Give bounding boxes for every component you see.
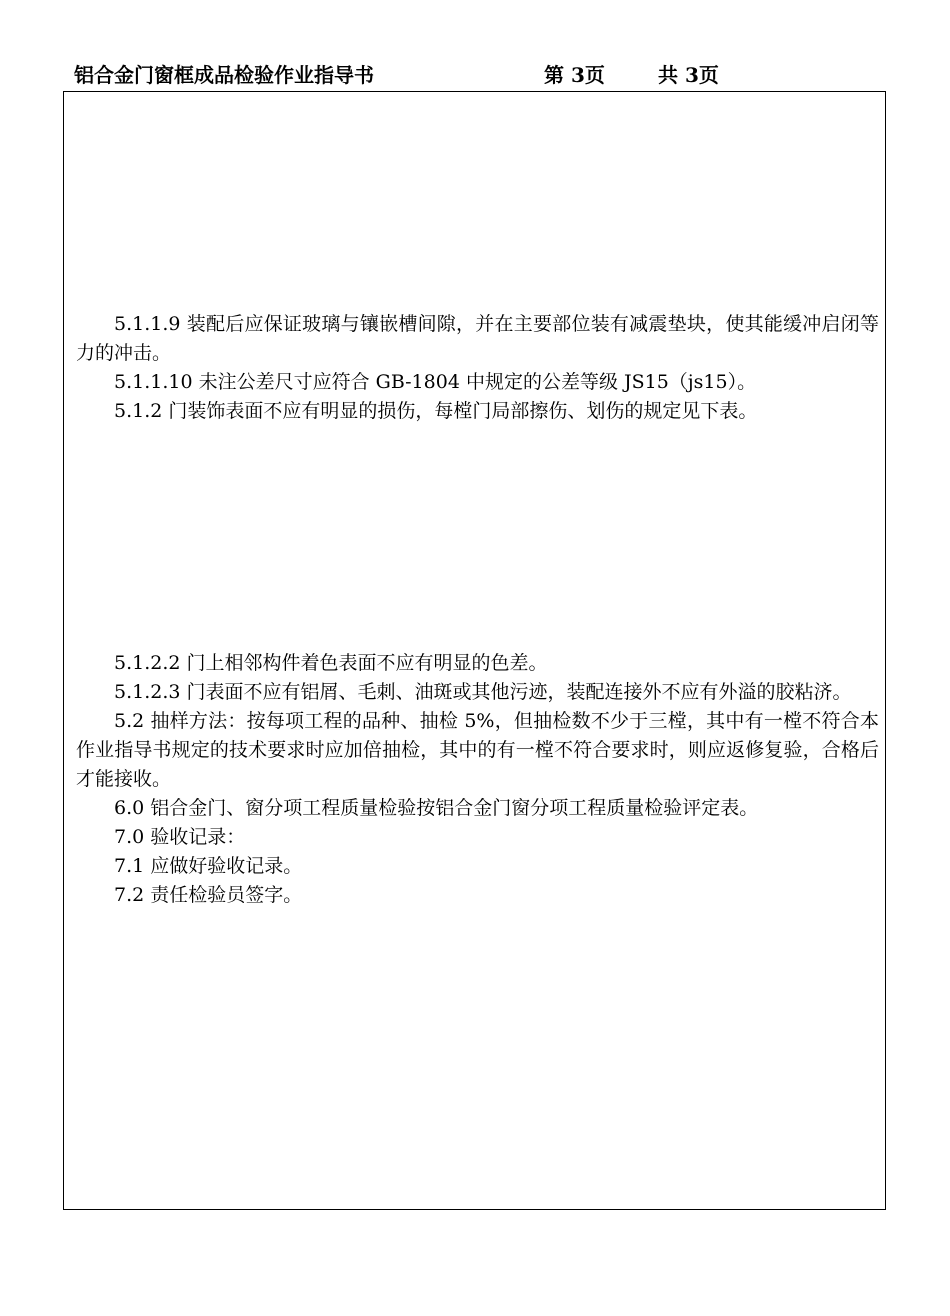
- page-total: 共 3页: [658, 63, 719, 87]
- paragraph-7-0: 7.0 验收记录：: [114, 826, 246, 848]
- paragraph-5-1-2-3: 5.1.2.3 门表面不应有铝屑、毛刺、油斑或其他污迹，装配连接外不应有外溢的胶粘济。: [114, 681, 852, 703]
- page-number: 第 3页: [544, 63, 605, 87]
- document-body: [76, 310, 879, 910]
- paragraph-5-1-1-9: 5.1.1.9 装配后应保证玻璃与镶嵌槽间隙，并在主要部位装有减震垫块，使其能缓冲启闭等力的冲击。: [76, 313, 879, 364]
- paragraph-5-1-2-2: 5.1.2.2 门上相邻构件着色表面不应有明显的色差。: [114, 652, 548, 674]
- table-placeholder-gap: [76, 426, 879, 649]
- paragraph-5-1-2: 5.1.2 门装饰表面不应有明显的损伤，每樘门局部擦伤、划伤的规定见下表。: [114, 400, 758, 422]
- paragraph-7-2: 7.2 责任检验员签字。: [114, 884, 303, 906]
- page-header: [74, 58, 874, 92]
- document-title: 铝合金门窗框成品检验作业指导书: [74, 63, 374, 87]
- paragraph-5-2: 5.2 抽样方法：按每项工程的品种、抽检 5%，但抽检数不少于三樘，其中有一樘不符合本作业指导书规定的技术要求时应加倍抽检，其中的有一樘不符合要求时，则应返修复验，合格后才能接收。: [76, 710, 879, 790]
- paragraph-5-1-1-10: 5.1.1.10 未注公差尺寸应符合 GB-1804 中规定的公差等级 JS15（js15）。: [114, 371, 757, 393]
- paragraph-7-1: 7.1 应做好验收记录。: [114, 855, 303, 877]
- paragraph-6-0: 6.0 铝合金门、窗分项工程质量检验按铝合金门窗分项工程质量检验评定表。: [114, 797, 759, 819]
